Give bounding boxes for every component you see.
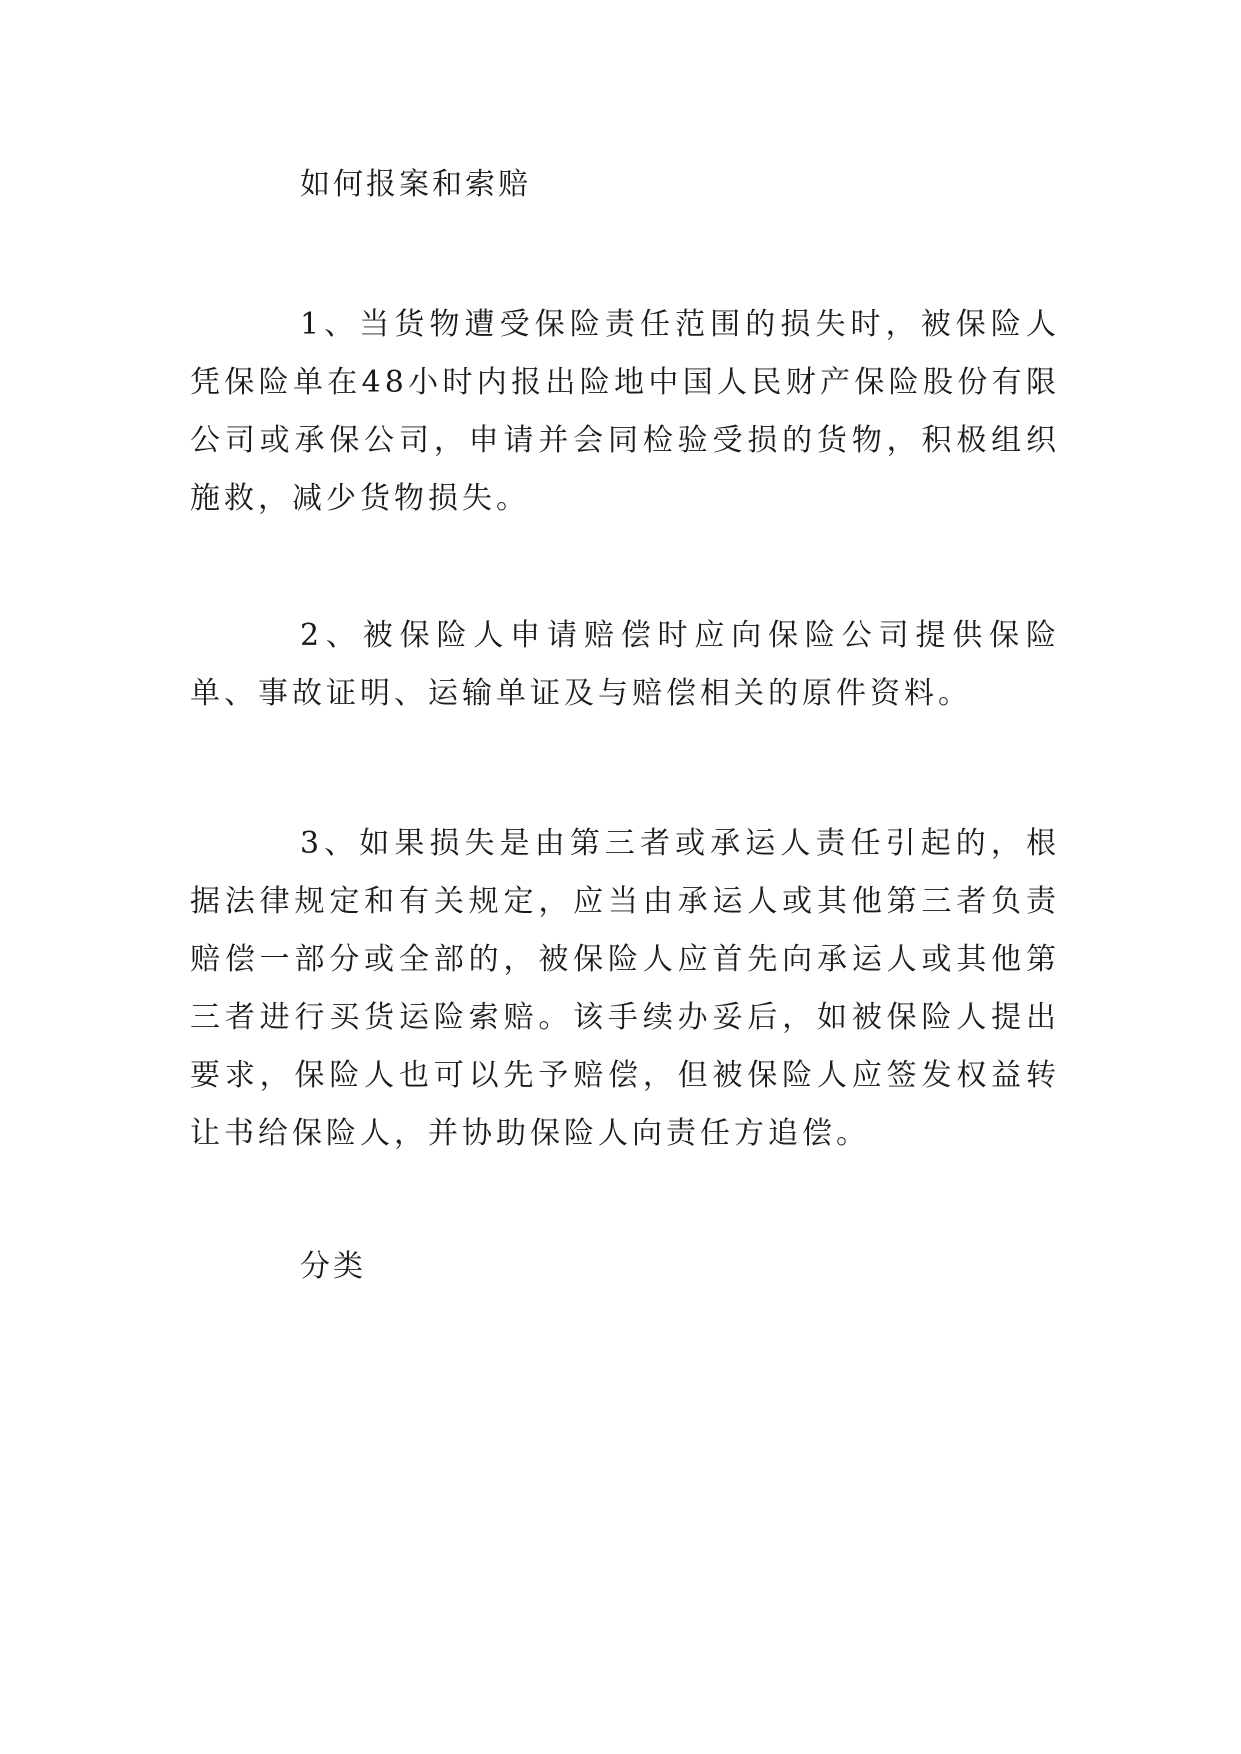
document-title: 如何报案和索赔 bbox=[300, 167, 531, 202]
paragraph-2: 2、被保险人申请赔偿时应向保险公司提供保险单、事故证明、运输单证及与赔偿相关的原件资料。 bbox=[190, 618, 1060, 711]
paragraph-3: 3、如果损失是由第三者或承运人责任引起的，根据法律规定和有关规定，应当由承运人或其他第三者负责赔偿一部分或全部的，被保险人应首先向承运人或其他第三者进行买货运险索赔。该手续办妥后，如被保险人提出要求，保险人也可以先予赔偿，但被保险人应签发权益转让书给保险人，并协助保险人向责任方追偿。 bbox=[190, 826, 1060, 1151]
paragraph-1: 1、当货物遭受保险责任范围的损失时，被保险人凭保险单在48小时内报出险地中国人民财产保险股份有限公司或承保公司，申请并会同检验受损的货物，积极组织施救，减少货物损失。 bbox=[190, 307, 1060, 516]
section-heading: 分类 bbox=[300, 1249, 366, 1284]
